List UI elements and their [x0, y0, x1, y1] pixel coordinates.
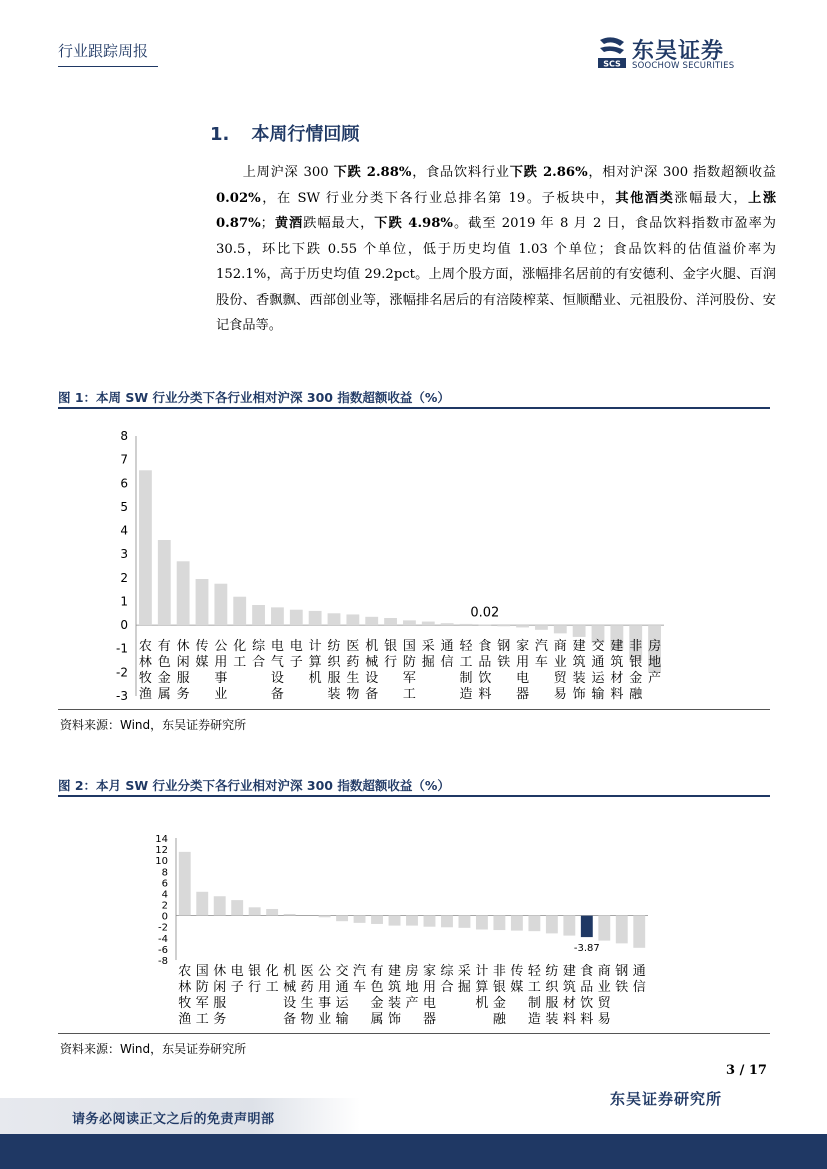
paragraph-run: 黄酒 [273, 216, 304, 231]
category-label: 计算机 [475, 964, 489, 1011]
category-label: 商业贸易 [553, 639, 567, 702]
category-label: 化工 [233, 639, 247, 670]
y-tick-label: -2 [116, 665, 128, 680]
y-tick-label: 8 [120, 429, 128, 443]
category-label: 银行 [384, 639, 398, 670]
logo-mark-text: SCS [603, 59, 621, 69]
section-number: 1. [210, 124, 230, 145]
category-label: 汽车 [353, 964, 367, 995]
bar-钢铁 [616, 916, 628, 944]
bar-银行 [384, 618, 397, 625]
category-label: 电子 [289, 639, 303, 670]
paragraph-run: ，食品饮料行业 [411, 165, 510, 180]
highlight-data-label: -3.87 [573, 943, 600, 955]
category-label: 电气设备 [270, 639, 284, 702]
paragraph-run: 下跌 2.86% [509, 165, 588, 180]
category-label: 医药生物 [346, 639, 360, 702]
bar-钢铁 [497, 625, 510, 626]
y-tick-label: 7 [120, 452, 128, 467]
y-tick-label: -6 [158, 944, 168, 956]
category-label: 房地产 [648, 639, 662, 686]
bar-综合 [252, 605, 265, 625]
bar-纺织服装 [546, 916, 558, 934]
category-label: 汽车 [534, 639, 548, 670]
figure2-bar-chart [58, 800, 770, 1032]
y-tick-label: -3 [116, 689, 128, 703]
paragraph-run: ； [260, 216, 274, 231]
category-label: 传媒 [510, 964, 524, 995]
logo-chinese-name: 东吴证券 [632, 39, 725, 64]
bar-采掘 [459, 916, 471, 928]
y-tick-label: 5 [120, 499, 128, 514]
bar-房地产 [406, 916, 418, 926]
y-tick-label: 6 [161, 878, 168, 890]
y-tick-label: -1 [116, 641, 128, 656]
category-label: 纺织服装 [327, 639, 341, 702]
paragraph-run: 上周沪深 300 [242, 165, 334, 180]
bar-休闲服务 [177, 561, 190, 625]
category-label: 轻工制造 [459, 639, 473, 702]
header-underline [58, 66, 158, 67]
bar-有色金属 [158, 540, 171, 625]
bar-传媒 [196, 579, 209, 625]
bar-汽车 [535, 625, 548, 630]
category-label: 家用电器 [516, 639, 530, 702]
category-label: 国防军工 [195, 964, 209, 1027]
bar-农林牧渔 [139, 470, 152, 625]
category-label: 国防军工 [402, 639, 416, 702]
figure1-caption: 图 1：本周 SW 行业分类下各行业相对沪深 300 指数超额收益（%） [58, 390, 450, 405]
bar-建筑材料 [563, 916, 575, 936]
category-label: 非银金融 [629, 639, 643, 702]
bar-公用事业 [319, 916, 331, 918]
weekly-review-paragraph [216, 160, 776, 339]
paragraph-run: ，在 SW 行业分类下各行业总排名第 19。子板块中， [260, 190, 616, 206]
paragraph-run: 其他酒类 [615, 190, 675, 206]
category-label: 农林牧渔 [138, 639, 152, 702]
figure2-caption: 图 2：本月 SW 行业分类下各行业相对沪深 300 指数超额收益（%） [58, 778, 450, 793]
y-tick-label: -8 [158, 956, 168, 967]
category-label: 建筑装饰 [388, 964, 402, 1027]
bar-食品饮料 [478, 625, 491, 626]
category-label: 建筑装饰 [572, 639, 586, 702]
category-label: 商业贸易 [597, 964, 611, 1027]
bar-有色金属 [371, 916, 383, 924]
category-label: 综合 [440, 964, 454, 995]
bar-电子 [290, 610, 303, 625]
bar-国防军工 [403, 620, 416, 625]
bar-采掘 [422, 622, 435, 626]
category-label: 非银金融 [492, 964, 506, 1027]
bar-非银金融 [493, 916, 505, 930]
bar-建筑装饰 [573, 625, 586, 637]
figure2-bottom-rule [58, 1033, 770, 1034]
category-label: 电子 [230, 964, 244, 995]
footer-bar [0, 1134, 827, 1169]
y-tick-label: 0 [120, 618, 128, 633]
y-tick-label: 3 [120, 547, 128, 562]
bar-家用电器 [516, 625, 529, 627]
category-label: 通信 [440, 639, 454, 670]
bar-商业贸易 [554, 625, 567, 633]
bar-化工 [233, 597, 246, 625]
category-label: 机械设备 [365, 639, 379, 702]
y-tick-label: 1 [120, 594, 128, 609]
category-label: 钢铁 [497, 639, 511, 670]
category-label: 食品饮料 [478, 639, 492, 702]
bar-电气设备 [271, 607, 284, 625]
y-tick-label: 4 [161, 889, 168, 901]
category-label: 农林牧渔 [178, 964, 192, 1027]
figure2-source: 资料来源：Wind，东吴证券研究所 [60, 1042, 247, 1056]
y-tick-label: 6 [120, 476, 128, 491]
bar-国防军工 [196, 892, 208, 916]
highlight-data-label: 0.02 [470, 605, 500, 621]
category-label: 有色金属 [370, 964, 384, 1027]
y-tick-label: 10 [155, 856, 168, 868]
y-tick-label: 4 [120, 523, 128, 538]
bar-轻工制造 [460, 624, 473, 625]
bar-综合 [441, 916, 453, 928]
bar-计算机 [309, 611, 322, 625]
category-label: 机械设备 [283, 964, 297, 1027]
figure1-source: 资料来源：Wind，东吴证券研究所 [60, 718, 247, 732]
category-label: 采掘 [457, 964, 471, 995]
bar-商业贸易 [598, 916, 610, 941]
y-tick-label: 2 [161, 900, 168, 912]
bar-计算机 [476, 916, 488, 930]
bar-纺织服装 [328, 613, 341, 625]
paragraph-run: ，相对沪深 300 指数超额收益 [587, 165, 776, 180]
category-label: 轻工制造 [527, 964, 541, 1027]
category-label: 食品饮料 [580, 964, 594, 1027]
section-title: 本周行情回顾 [251, 124, 360, 145]
section-heading [210, 120, 359, 146]
category-label: 综合 [252, 639, 266, 670]
page-number: 3 / 17 [726, 1063, 767, 1078]
bar-机械设备 [284, 914, 296, 916]
y-tick-label: 2 [120, 570, 128, 585]
category-label: 交通运输 [591, 639, 605, 702]
category-label: 交通运输 [335, 964, 349, 1027]
paragraph-run: 0.02% [216, 190, 261, 206]
bar-化工 [266, 909, 278, 916]
figure2-top-rule [58, 795, 770, 797]
category-label: 通信 [632, 964, 646, 995]
bar-建筑装饰 [389, 916, 401, 926]
bar-交通运输 [336, 916, 348, 922]
category-label: 化工 [265, 964, 279, 995]
bar-公用事业 [214, 584, 227, 625]
bar-电子 [231, 900, 243, 916]
company-logo [596, 34, 776, 74]
category-label: 家用电器 [422, 964, 436, 1027]
bar-通信 [441, 623, 454, 625]
category-label: 计算机 [308, 639, 322, 686]
paragraph-run: 涨幅最大， [674, 190, 749, 206]
figure1-bottom-rule [58, 709, 770, 710]
bar-食品饮料 [581, 916, 593, 937]
bar-医药生物 [346, 614, 359, 625]
bar-轻工制造 [528, 916, 540, 932]
category-label: 传媒 [195, 639, 209, 670]
paragraph-run: 下跌 4.98% [374, 216, 453, 231]
bar-汽车 [354, 916, 366, 923]
category-label: 休闲服务 [213, 964, 227, 1027]
y-tick-label: 0 [161, 911, 168, 923]
paragraph-run: 下跌 2.88% [333, 165, 412, 180]
paragraph-run: 。截至 2019 年 8 月 2 日，食品饮料指数市盈率为 30.5，环比下跌 0.55 个单位，低于历史均值 1.03 个单位；食品饮料的估值溢价率为 152.1%，高于历史均值 29.2pct。上周个股方面，涨幅排名居前的有安德利、金字火腿、百润股份、香飘飘、西部创业等，涨幅排名居后的有涪陵榨菜、恒顺醋业、元祖股份、洋河股份、安记食品等。 [216, 216, 776, 333]
y-tick-label: 8 [161, 867, 168, 879]
footer-disclaimer: 请务必阅读正文之后的免责声明部 [72, 1112, 275, 1127]
y-tick-label: 12 [155, 845, 168, 857]
bar-休闲服务 [214, 896, 226, 915]
y-tick-label: -2 [158, 922, 168, 934]
bar-通信 [633, 916, 645, 948]
category-label: 公用事业 [318, 964, 332, 1027]
category-label: 房地产 [405, 964, 419, 1011]
y-tick-label: -4 [158, 933, 168, 945]
y-tick-label: 14 [155, 834, 168, 845]
category-label: 钢铁 [615, 964, 629, 995]
soochow-logo-icon [596, 36, 628, 70]
category-label: 公用事业 [214, 639, 228, 702]
category-label: 采掘 [421, 639, 435, 670]
paragraph-run: 上涨 0.87% [216, 190, 777, 231]
category-label: 休闲服务 [176, 639, 190, 702]
category-label: 银行 [248, 964, 262, 995]
logo-english-name: SOOCHOW SECURITIES [632, 61, 735, 71]
bar-银行 [249, 907, 261, 915]
bar-传媒 [511, 916, 523, 931]
bar-农林牧渔 [179, 852, 191, 916]
bar-机械设备 [365, 617, 378, 625]
category-label: 纺织服装 [545, 964, 559, 1027]
figure1-bar-chart [58, 412, 770, 708]
report-type-title: 行业跟踪周报 [58, 42, 149, 60]
category-label: 建筑材料 [610, 639, 624, 702]
footer-institute: 东吴证券研究所 [610, 1090, 723, 1108]
paragraph-run: 跌幅最大， [303, 216, 375, 231]
category-label: 建筑材料 [562, 964, 576, 1027]
category-label: 医药生物 [300, 964, 314, 1027]
figure1-top-rule [58, 407, 770, 409]
category-label: 有色金属 [157, 639, 171, 702]
bar-家用电器 [424, 916, 436, 927]
